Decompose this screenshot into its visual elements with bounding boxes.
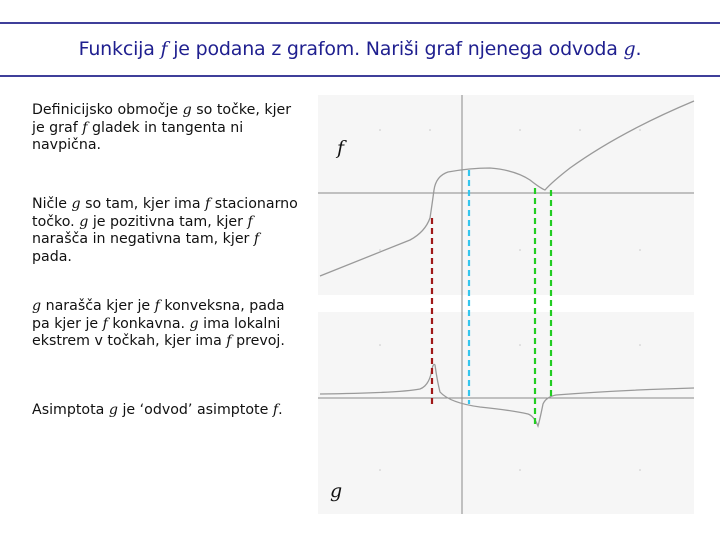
f-curve — [320, 101, 694, 276]
g-curve — [320, 364, 694, 426]
paragraph-domain: Definicijsko območje g so točke, kjer je graf f gladek in tangenta ni navpična. — [32, 102, 292, 153]
paragraph-zeros: Ničle g so tam, kjer ima f stacionarno točko. g je pozitivna tam, kjer f narašča in negativna tam, kjer f pada. — [32, 196, 298, 265]
graph-f-label: f — [337, 137, 345, 159]
grid-dots — [379, 129, 641, 471]
page-title: Funkcija f je podana z grafom. Nariši graf njenega odvoda g. — [78, 38, 642, 60]
graph-g-label: g — [330, 480, 343, 502]
paragraph-asymptote: Asimptota g je ‘odvod’ asimptote f. — [32, 402, 283, 418]
paragraph-monotonicity: g narašča kjer je f konveksna, pada pa kjer je f konkavna. g ima lokalni ekstrem v točkah, kjer ima f prevoj. — [32, 298, 285, 349]
